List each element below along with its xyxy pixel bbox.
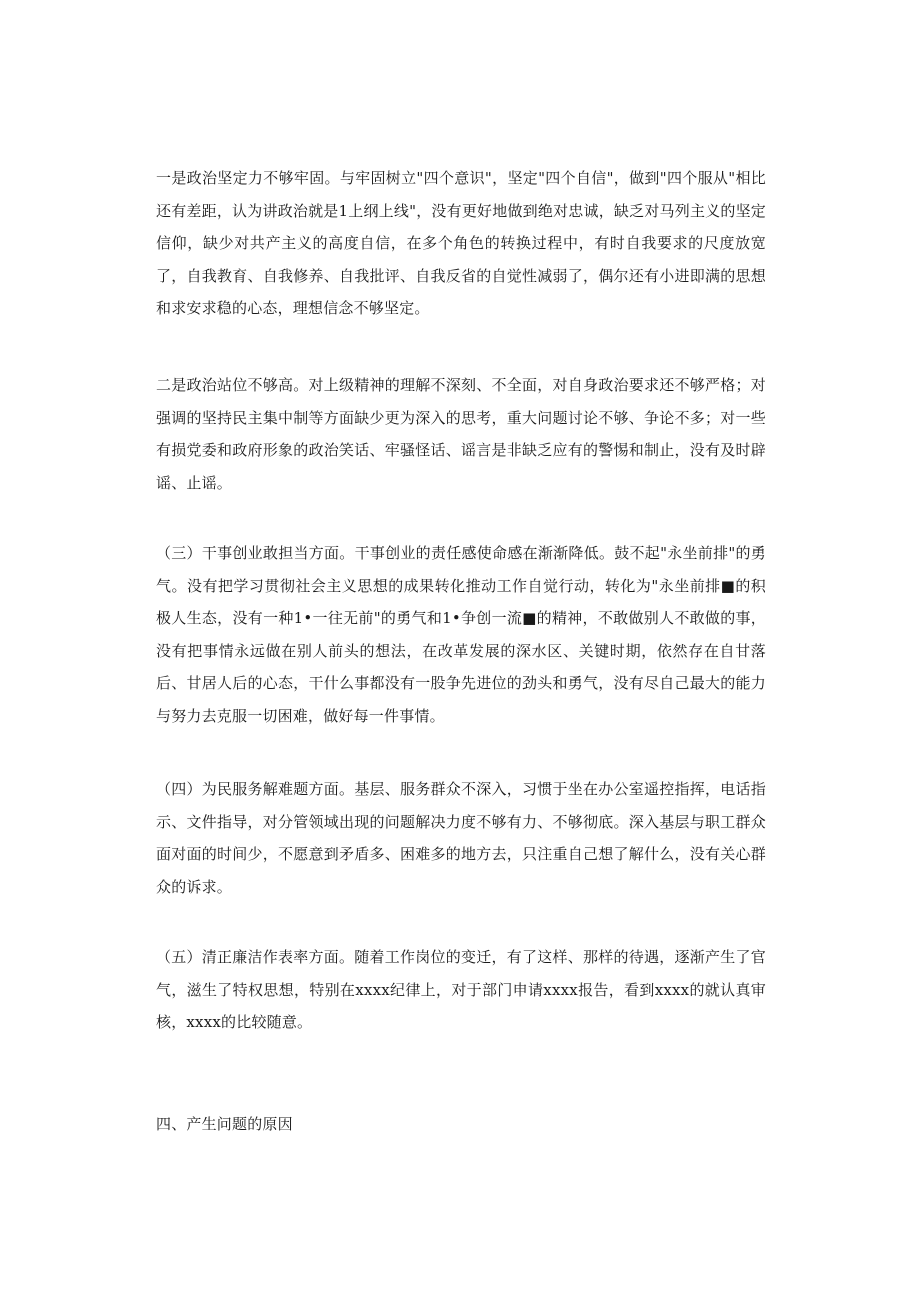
paragraph-section-five: （五）清正廉洁作表率方面。随着工作岗位的变迁，有了这样、那样的待遇，逐渐产生了官气，滋生了特权思想，特别在xxxx纪律上，对于部门申请xxxx报告，看到xxxx的就认真审核，xxxx的比较随意。 xyxy=(156,948,766,1031)
paragraph-section-four: （四）为民服务解难题方面。基层、服务群众不深入，习惯于坐在办公室遥控指挥，电话指示、文件指导，对分管领域出现的问题解决力度不够有力、不够彻底。深入基层与职工群众面对面的时间少，不愿意到矛盾多、困难多的地方去，只注重自己想了解什么，没有关心群众的诉求。 xyxy=(156,780,766,896)
heading-problem-causes: 四、产生问题的原因 xyxy=(156,1115,293,1133)
paragraph-political-firmness: 一是政治坚定力不够牢固。与牢固树立"四个意识"，坚定"四个自信"，做到"四个服从"相比还有差距，认为讲政治就是1上纲上线"，没有更好地做到绝对忠诚，缺乏对马列主义的坚定信仰，缺少对共产主义的高度自信，在多个角色的转换过程中，有时自我要求的尺度放宽了，自我教育、自我修养、自我批评、自我反省的自觉性减弱了，偶尔还有小进即满的思想和求安求稳的心态，理想信念不够坚定。 xyxy=(156,169,766,317)
paragraph-section-three: （三）干事创业敢担当方面。干事创业的责任感使命感在渐渐降低。鼓不起"永坐前排"的勇气。没有把学习贯彻社会主义思想的成果转化推动工作自觉行动，转化为"永坐前排■的积极人生态，没有一种1•一往无前"的勇气和1•争创一流■的精神，不敢做别人不敢做的事，没有把事情永远做在别人前头的想法，在改革发展的深水区、关键时期，依然存在自甘落后、甘居人后的心态，干什么事都没有一股争先进位的劲头和勇气，没有尽自己最大的能力与努力去克服一切困难，做好每一件事情。 xyxy=(156,544,766,725)
paragraph-political-stance: 二是政治站位不够高。对上级精神的理解不深刻、不全面，对自身政治要求还不够严格；对强调的坚持民主集中制等方面缺少更为深入的思考，重大问题讨论不够、争论不多；对一些有损党委和政府形象的政治笑话、牢骚怪话、谣言是非缺乏应有的警惕和制止，没有及时辟谣、止谣。 xyxy=(156,376,766,492)
